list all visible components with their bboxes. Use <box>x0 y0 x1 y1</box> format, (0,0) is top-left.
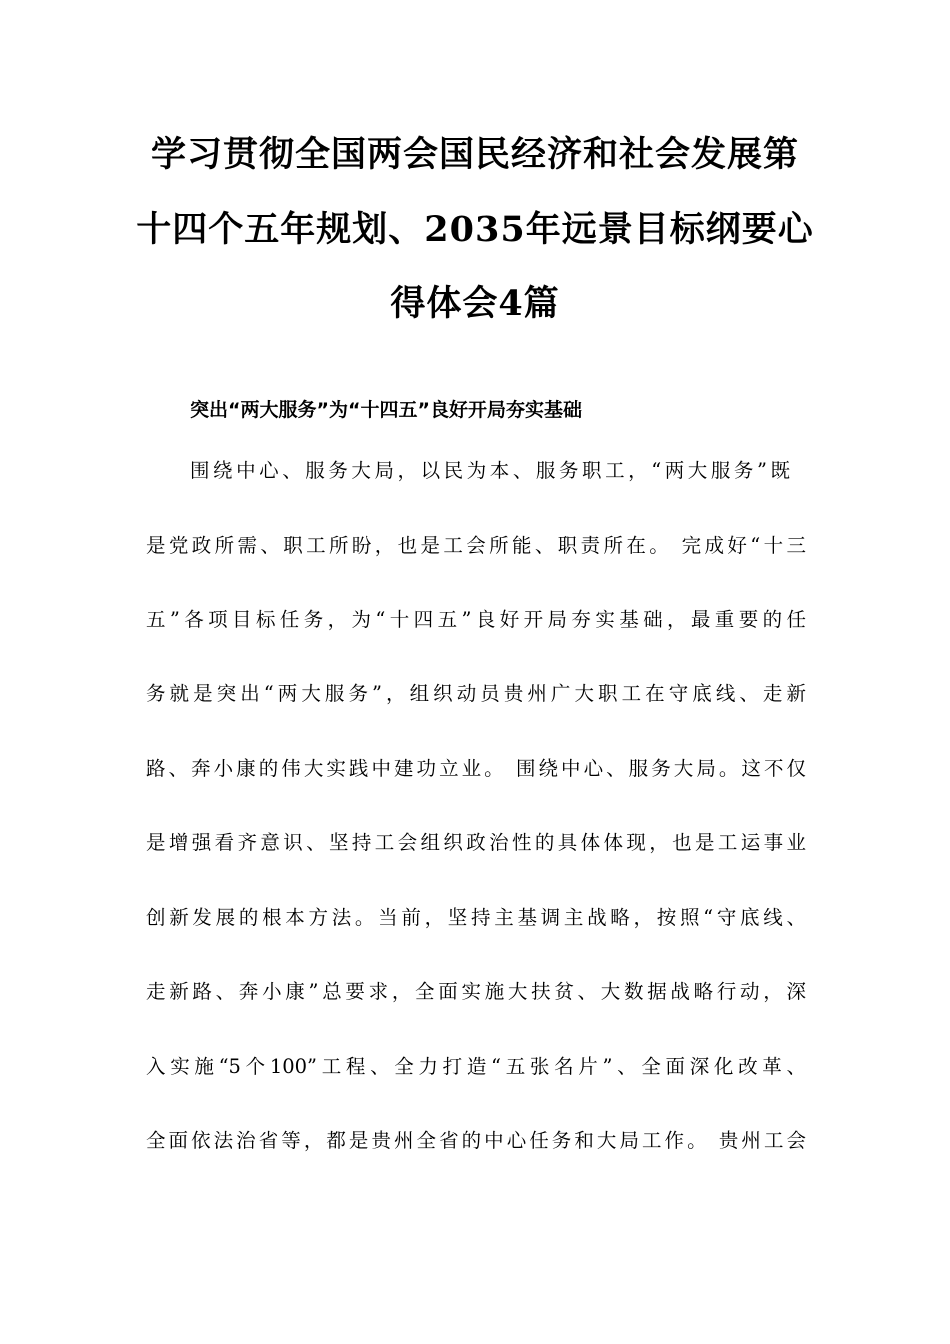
paragraph-line: 入实施“5个100”工程、全力打造“五张名片”、全面深化改革、 <box>146 1055 806 1078</box>
paragraph-line: 围绕中心、服务大局，以民为本、服务职工，“两大服务”既 <box>190 459 790 482</box>
section-heading: 突出“两大服务”为“十四五”良好开局夯实基础 <box>190 399 582 421</box>
title-line-3: 得体会4篇 <box>390 283 560 324</box>
paragraph-line: 走新路、奔小康”总要求，全面实施大扶贫、大数据战略行动，深 <box>146 980 806 1003</box>
paragraph-line: 五”各项目标任务，为“十四五”良好开局夯实基础，最重要的任 <box>146 608 806 631</box>
title-line-2: 十四个五年规划、2035年远景目标纲要心 <box>136 209 814 250</box>
paragraph-line: 全面依法治省等，都是贵州全省的中心任务和大局工作。 贵州工会 <box>146 1129 806 1152</box>
paragraph-line: 是党政所需、职工所盼，也是工会所能、职责所在。 完成好“十三 <box>146 534 806 557</box>
title-line-1: 学习贯彻全国两会国民经济和社会发展第 <box>150 134 799 175</box>
paragraph-line: 是增强看齐意识、坚持工会组织政治性的具体体现，也是工运事业 <box>146 831 806 854</box>
paragraph-line: 创新发展的根本方法。当前，坚持主基调主战略，按照“守底线、 <box>146 906 806 929</box>
paragraph-line: 务就是突出“两大服务”，组织动员贵州广大职工在守底线、走新 <box>146 682 806 705</box>
paragraph-line: 路、奔小康的伟大实践中建功立业。 围绕中心、服务大局。这不仅 <box>146 757 806 780</box>
